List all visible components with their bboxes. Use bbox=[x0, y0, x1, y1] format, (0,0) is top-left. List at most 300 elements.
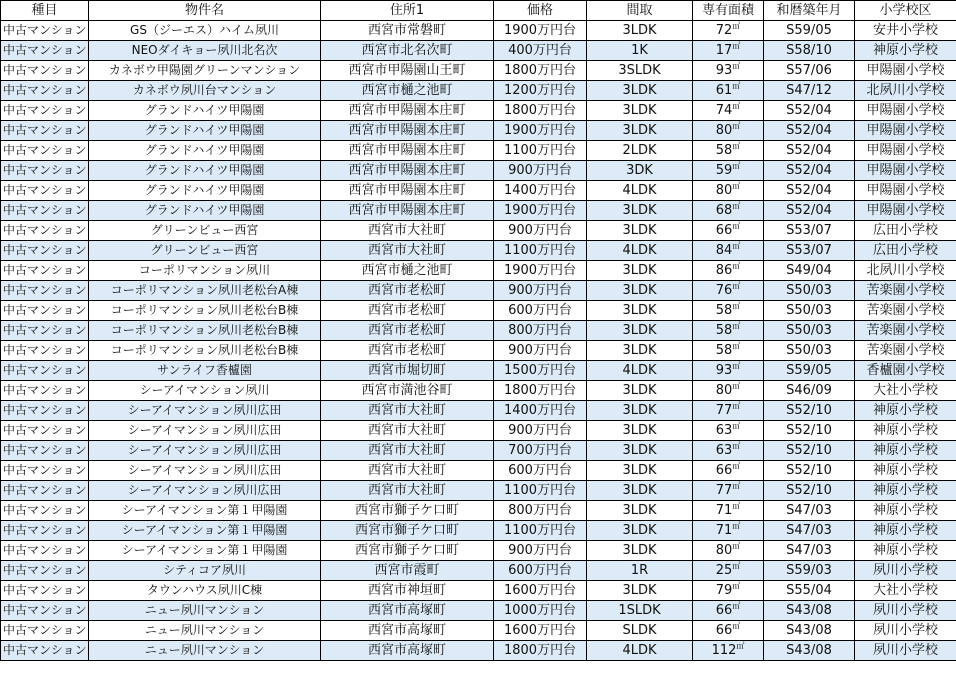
cell-type[interactable]: 中古マンション bbox=[1, 381, 89, 401]
cell-build-date[interactable]: S49/04 bbox=[764, 261, 855, 281]
cell-type[interactable]: 中古マンション bbox=[1, 581, 89, 601]
table-row bbox=[1, 61, 956, 81]
cell-type[interactable]: 中古マンション bbox=[1, 481, 89, 501]
cell-school-district[interactable]: 苦楽園小学校 bbox=[855, 321, 956, 341]
cell-layout[interactable]: 3LDK bbox=[587, 521, 693, 541]
cell-layout[interactable]: 2LDK bbox=[587, 141, 693, 161]
cell-layout[interactable]: 4LDK bbox=[587, 641, 693, 661]
cell-type[interactable]: 中古マンション bbox=[1, 301, 89, 321]
cell-build-date[interactable]: S52/10 bbox=[764, 461, 855, 481]
cell-floor-area[interactable] bbox=[693, 361, 764, 381]
cell-price[interactable]: 400万円台 bbox=[494, 41, 587, 61]
cell-price[interactable]: 1000万円台 bbox=[494, 601, 587, 621]
cell-address[interactable]: 西宮市大社町 bbox=[321, 221, 494, 241]
cell-address[interactable]: 西宮市大社町 bbox=[321, 241, 494, 261]
cell-school-district[interactable]: 苦楽園小学校 bbox=[855, 301, 956, 321]
cell-layout[interactable]: 3LDK bbox=[587, 441, 693, 461]
cell-type[interactable]: 中古マンション bbox=[1, 241, 89, 261]
cell-layout[interactable]: 3LDK bbox=[587, 21, 693, 41]
cell-school-district[interactable]: 夙川小学校 bbox=[855, 601, 956, 621]
cell-build-date[interactable]: S52/04 bbox=[764, 121, 855, 141]
cell-build-date[interactable]: S50/03 bbox=[764, 301, 855, 321]
cell-type[interactable]: 中古マンション bbox=[1, 401, 89, 421]
area-unit: ㎡ bbox=[732, 101, 741, 111]
cell-address[interactable]: 西宮市老松町 bbox=[321, 341, 494, 361]
cell-layout[interactable]: 3LDK bbox=[587, 301, 693, 321]
cell-layout[interactable]: 3LDK bbox=[587, 121, 693, 141]
cell-property-name[interactable]: シーアイマンション第１甲陽園 bbox=[89, 501, 321, 521]
cell-build-date[interactable]: S53/07 bbox=[764, 241, 855, 261]
cell-property-name[interactable]: ニュー夙川マンション bbox=[89, 601, 321, 621]
cell-build-date[interactable]: S43/08 bbox=[764, 621, 855, 641]
cell-type[interactable]: 中古マンション bbox=[1, 521, 89, 541]
cell-type[interactable]: 中古マンション bbox=[1, 421, 89, 441]
cell-price[interactable]: 1600万円台 bbox=[494, 621, 587, 641]
cell-property-name[interactable]: NEOダイキョー夙川北名次 bbox=[89, 41, 321, 61]
cell-floor-area[interactable] bbox=[693, 21, 764, 41]
area-value: 58 bbox=[715, 343, 733, 358]
header-property-name[interactable]: 物件名 bbox=[89, 1, 321, 21]
cell-property-name[interactable]: GS（ジーエス）ハイム夙川 bbox=[89, 21, 321, 41]
cell-floor-area[interactable] bbox=[693, 341, 764, 361]
cell-build-date[interactable]: S52/04 bbox=[764, 141, 855, 161]
cell-school-district[interactable]: 甲陽園小学校 bbox=[855, 121, 956, 141]
cell-address[interactable]: 西宮市大社町 bbox=[321, 421, 494, 441]
cell-build-date[interactable]: S52/04 bbox=[764, 181, 855, 201]
cell-floor-area[interactable] bbox=[693, 401, 764, 421]
cell-property-name[interactable]: グランドハイツ甲陽園 bbox=[89, 121, 321, 141]
cell-type[interactable]: 中古マンション bbox=[1, 101, 89, 121]
cell-price[interactable]: 900万円台 bbox=[494, 281, 587, 301]
cell-school-district[interactable]: 神原小学校 bbox=[855, 461, 956, 481]
cell-price[interactable]: 600万円台 bbox=[494, 461, 587, 481]
table-row bbox=[1, 421, 956, 441]
cell-build-date[interactable]: S52/04 bbox=[764, 101, 855, 121]
cell-build-date[interactable]: S50/03 bbox=[764, 281, 855, 301]
cell-property-name[interactable]: グリーンビュー西宮 bbox=[89, 221, 321, 241]
area-value: 63 bbox=[715, 423, 733, 438]
cell-school-district[interactable]: 安井小学校 bbox=[855, 21, 956, 41]
cell-build-date[interactable]: S47/03 bbox=[764, 501, 855, 521]
cell-address[interactable]: 西宮市老松町 bbox=[321, 281, 494, 301]
cell-floor-area[interactable] bbox=[693, 201, 764, 221]
cell-type[interactable]: 中古マンション bbox=[1, 21, 89, 41]
table-row bbox=[1, 281, 956, 301]
area-unit: ㎡ bbox=[732, 261, 741, 271]
cell-price[interactable]: 700万円台 bbox=[494, 441, 587, 461]
cell-build-date[interactable]: S52/10 bbox=[764, 421, 855, 441]
cell-address[interactable]: 西宮市甲陽園本庄町 bbox=[321, 161, 494, 181]
cell-floor-area[interactable] bbox=[693, 461, 764, 481]
area-unit: ㎡ bbox=[732, 241, 741, 251]
cell-floor-area[interactable] bbox=[693, 41, 764, 61]
cell-property-name[interactable]: グリーンビュー西宮 bbox=[89, 241, 321, 261]
cell-layout[interactable]: SLDK bbox=[587, 621, 693, 641]
cell-price[interactable]: 1100万円台 bbox=[494, 481, 587, 501]
cell-address[interactable]: 西宮市霞町 bbox=[321, 561, 494, 581]
cell-layout[interactable]: 1SLDK bbox=[587, 601, 693, 621]
cell-school-district[interactable]: 神原小学校 bbox=[855, 421, 956, 441]
table-row bbox=[1, 141, 956, 161]
cell-layout[interactable]: 3LDK bbox=[587, 81, 693, 101]
cell-address[interactable]: 西宮市甲陽園本庄町 bbox=[321, 201, 494, 221]
cell-floor-area[interactable] bbox=[693, 241, 764, 261]
area-value: 80 bbox=[715, 123, 733, 138]
header-build-date[interactable]: 和暦築年月 bbox=[764, 1, 855, 21]
cell-property-name[interactable]: コーポリマンション夙川 bbox=[89, 261, 321, 281]
cell-price[interactable]: 1400万円台 bbox=[494, 401, 587, 421]
cell-property-name[interactable]: タウンハウス夙川C棟 bbox=[89, 581, 321, 601]
cell-layout[interactable]: 3DK bbox=[587, 161, 693, 181]
cell-school-district[interactable]: 大社小学校 bbox=[855, 381, 956, 401]
cell-school-district[interactable]: 甲陽園小学校 bbox=[855, 61, 956, 81]
cell-school-district[interactable]: 夙川小学校 bbox=[855, 621, 956, 641]
cell-property-name[interactable]: コーポリマンション夙川老松台B棟 bbox=[89, 301, 321, 321]
header-layout[interactable]: 間取 bbox=[587, 1, 693, 21]
cell-type[interactable]: 中古マンション bbox=[1, 61, 89, 81]
header-address[interactable]: 住所1 bbox=[321, 1, 494, 21]
area-unit: ㎡ bbox=[732, 201, 741, 211]
cell-school-district[interactable]: 広田小学校 bbox=[855, 221, 956, 241]
cell-floor-area[interactable] bbox=[693, 321, 764, 341]
cell-floor-area[interactable] bbox=[693, 621, 764, 641]
cell-type[interactable]: 中古マンション bbox=[1, 181, 89, 201]
cell-build-date[interactable]: S57/06 bbox=[764, 61, 855, 81]
cell-school-district[interactable]: 神原小学校 bbox=[855, 501, 956, 521]
cell-school-district[interactable]: 神原小学校 bbox=[855, 481, 956, 501]
cell-floor-area[interactable] bbox=[693, 181, 764, 201]
cell-address[interactable]: 西宮市高塚町 bbox=[321, 641, 494, 661]
cell-layout[interactable]: 3SLDK bbox=[587, 61, 693, 81]
cell-build-date[interactable]: S47/03 bbox=[764, 541, 855, 561]
cell-address[interactable]: 西宮市甲陽園本庄町 bbox=[321, 101, 494, 121]
cell-school-district[interactable]: 神原小学校 bbox=[855, 441, 956, 461]
cell-school-district[interactable]: 北夙川小学校 bbox=[855, 261, 956, 281]
area-value: 66 bbox=[715, 463, 733, 478]
cell-address[interactable]: 西宮市満池谷町 bbox=[321, 381, 494, 401]
cell-school-district[interactable]: 甲陽園小学校 bbox=[855, 161, 956, 181]
cell-layout[interactable]: 1K bbox=[587, 41, 693, 61]
cell-floor-area[interactable] bbox=[693, 581, 764, 601]
cell-price[interactable]: 1100万円台 bbox=[494, 241, 587, 261]
cell-school-district[interactable]: 神原小学校 bbox=[855, 401, 956, 421]
cell-type[interactable]: 中古マンション bbox=[1, 141, 89, 161]
cell-school-district[interactable]: 神原小学校 bbox=[855, 541, 956, 561]
cell-type[interactable]: 中古マンション bbox=[1, 601, 89, 621]
cell-address[interactable]: 西宮市甲陽園本庄町 bbox=[321, 181, 494, 201]
cell-type[interactable]: 中古マンション bbox=[1, 621, 89, 641]
cell-floor-area[interactable] bbox=[693, 501, 764, 521]
cell-price[interactable]: 800万円台 bbox=[494, 321, 587, 341]
cell-type[interactable]: 中古マンション bbox=[1, 41, 89, 61]
area-unit: ㎡ bbox=[732, 121, 741, 131]
cell-address[interactable]: 西宮市常磐町 bbox=[321, 21, 494, 41]
cell-layout[interactable]: 4LDK bbox=[587, 361, 693, 381]
area-unit: ㎡ bbox=[732, 61, 741, 71]
cell-address[interactable]: 西宮市樋之池町 bbox=[321, 261, 494, 281]
cell-floor-area[interactable] bbox=[693, 481, 764, 501]
cell-price[interactable]: 1800万円台 bbox=[494, 61, 587, 81]
cell-school-district[interactable]: 甲陽園小学校 bbox=[855, 141, 956, 161]
cell-address[interactable]: 西宮市大社町 bbox=[321, 481, 494, 501]
cell-price[interactable]: 800万円台 bbox=[494, 501, 587, 521]
cell-type[interactable]: 中古マンション bbox=[1, 641, 89, 661]
cell-price[interactable]: 900万円台 bbox=[494, 161, 587, 181]
cell-floor-area[interactable] bbox=[693, 641, 764, 661]
table-row bbox=[1, 81, 956, 101]
cell-price[interactable]: 1900万円台 bbox=[494, 201, 587, 221]
area-unit: ㎡ bbox=[732, 541, 741, 551]
cell-floor-area[interactable] bbox=[693, 521, 764, 541]
cell-layout[interactable]: 3LDK bbox=[587, 321, 693, 341]
cell-floor-area[interactable] bbox=[693, 601, 764, 621]
header-school-district[interactable]: 小学校区 bbox=[855, 1, 956, 21]
cell-build-date[interactable]: S52/10 bbox=[764, 441, 855, 461]
cell-floor-area[interactable] bbox=[693, 261, 764, 281]
cell-price[interactable]: 900万円台 bbox=[494, 341, 587, 361]
cell-build-date[interactable]: S55/04 bbox=[764, 581, 855, 601]
cell-property-name[interactable]: シーアイマンション夙川広田 bbox=[89, 481, 321, 501]
cell-address[interactable]: 西宮市堀切町 bbox=[321, 361, 494, 381]
cell-layout[interactable]: 3LDK bbox=[587, 381, 693, 401]
cell-type[interactable]: 中古マンション bbox=[1, 321, 89, 341]
cell-floor-area[interactable] bbox=[693, 141, 764, 161]
cell-build-date[interactable]: S46/09 bbox=[764, 381, 855, 401]
cell-type[interactable]: 中古マンション bbox=[1, 341, 89, 361]
cell-layout[interactable]: 3LDK bbox=[587, 501, 693, 521]
cell-price[interactable]: 1900万円台 bbox=[494, 261, 587, 281]
cell-school-district[interactable]: 北夙川小学校 bbox=[855, 81, 956, 101]
cell-layout[interactable]: 4LDK bbox=[587, 241, 693, 261]
cell-type[interactable]: 中古マンション bbox=[1, 441, 89, 461]
cell-address[interactable]: 西宮市神垣町 bbox=[321, 581, 494, 601]
area-value: 77 bbox=[715, 403, 733, 418]
cell-layout[interactable]: 3LDK bbox=[587, 461, 693, 481]
cell-layout[interactable]: 3LDK bbox=[587, 201, 693, 221]
area-unit: ㎡ bbox=[732, 561, 741, 571]
cell-type[interactable]: 中古マンション bbox=[1, 281, 89, 301]
cell-type[interactable]: 中古マンション bbox=[1, 81, 89, 101]
cell-property-name[interactable]: グランドハイツ甲陽園 bbox=[89, 141, 321, 161]
cell-floor-area[interactable] bbox=[693, 441, 764, 461]
cell-layout[interactable]: 4LDK bbox=[587, 181, 693, 201]
cell-price[interactable]: 1500万円台 bbox=[494, 361, 587, 381]
cell-type[interactable]: 中古マンション bbox=[1, 121, 89, 141]
cell-type[interactable]: 中古マンション bbox=[1, 541, 89, 561]
cell-property-name[interactable]: グランドハイツ甲陽園 bbox=[89, 201, 321, 221]
cell-floor-area[interactable] bbox=[693, 561, 764, 581]
cell-type[interactable]: 中古マンション bbox=[1, 221, 89, 241]
cell-build-date[interactable]: S50/03 bbox=[764, 321, 855, 341]
cell-property-name[interactable]: グランドハイツ甲陽園 bbox=[89, 181, 321, 201]
cell-type[interactable]: 中古マンション bbox=[1, 461, 89, 481]
cell-build-date[interactable]: S58/10 bbox=[764, 41, 855, 61]
cell-property-name[interactable]: シーアイマンション夙川広田 bbox=[89, 461, 321, 481]
area-value: 76 bbox=[715, 283, 733, 298]
cell-price[interactable]: 600万円台 bbox=[494, 561, 587, 581]
cell-address[interactable]: 西宮市高塚町 bbox=[321, 621, 494, 641]
cell-layout[interactable]: 3LDK bbox=[587, 481, 693, 501]
cell-address[interactable]: 西宮市北名次町 bbox=[321, 41, 494, 61]
cell-price[interactable]: 1400万円台 bbox=[494, 181, 587, 201]
cell-layout[interactable]: 3LDK bbox=[587, 401, 693, 421]
cell-build-date[interactable]: S47/12 bbox=[764, 81, 855, 101]
cell-floor-area[interactable] bbox=[693, 381, 764, 401]
cell-address[interactable]: 西宮市獅子ケ口町 bbox=[321, 541, 494, 561]
cell-floor-area[interactable] bbox=[693, 121, 764, 141]
table-row bbox=[1, 441, 956, 461]
cell-address[interactable]: 西宮市高塚町 bbox=[321, 601, 494, 621]
table-row bbox=[1, 601, 956, 621]
cell-property-name[interactable]: シーアイマンション夙川 bbox=[89, 381, 321, 401]
table-row bbox=[1, 561, 956, 581]
cell-floor-area[interactable] bbox=[693, 61, 764, 81]
cell-price[interactable]: 1800万円台 bbox=[494, 101, 587, 121]
cell-school-district[interactable]: 神原小学校 bbox=[855, 521, 956, 541]
cell-address[interactable]: 西宮市甲陽園山王町 bbox=[321, 61, 494, 81]
cell-price[interactable]: 1900万円台 bbox=[494, 21, 587, 41]
cell-type[interactable]: 中古マンション bbox=[1, 561, 89, 581]
cell-floor-area[interactable] bbox=[693, 161, 764, 181]
cell-type[interactable]: 中古マンション bbox=[1, 501, 89, 521]
cell-price[interactable]: 1100万円台 bbox=[494, 521, 587, 541]
header-type[interactable]: 種目 bbox=[1, 1, 89, 21]
cell-type[interactable]: 中古マンション bbox=[1, 161, 89, 181]
cell-floor-area[interactable] bbox=[693, 541, 764, 561]
cell-floor-area[interactable] bbox=[693, 301, 764, 321]
cell-floor-area[interactable] bbox=[693, 421, 764, 441]
cell-floor-area[interactable] bbox=[693, 101, 764, 121]
cell-school-district[interactable]: 甲陽園小学校 bbox=[855, 101, 956, 121]
cell-layout[interactable]: 3LDK bbox=[587, 341, 693, 361]
cell-layout[interactable]: 3LDK bbox=[587, 421, 693, 441]
cell-address[interactable]: 西宮市大社町 bbox=[321, 461, 494, 481]
cell-price[interactable]: 1800万円台 bbox=[494, 381, 587, 401]
cell-layout[interactable]: 3LDK bbox=[587, 261, 693, 281]
cell-price[interactable]: 900万円台 bbox=[494, 221, 587, 241]
cell-layout[interactable]: 3LDK bbox=[587, 101, 693, 121]
cell-property-name[interactable]: シーアイマンション夙川広田 bbox=[89, 441, 321, 461]
cell-address[interactable]: 西宮市獅子ケ口町 bbox=[321, 501, 494, 521]
table-row bbox=[1, 261, 956, 281]
cell-property-name[interactable]: カネボウ甲陽園グリーンマンション bbox=[89, 61, 321, 81]
cell-address[interactable]: 西宮市大社町 bbox=[321, 401, 494, 421]
cell-school-district[interactable]: 夙川小学校 bbox=[855, 561, 956, 581]
cell-property-name[interactable]: ニュー夙川マンション bbox=[89, 621, 321, 641]
cell-build-date[interactable]: S43/08 bbox=[764, 601, 855, 621]
cell-build-date[interactable]: S59/05 bbox=[764, 361, 855, 381]
cell-school-district[interactable]: 神原小学校 bbox=[855, 41, 956, 61]
table-row bbox=[1, 221, 956, 241]
cell-address[interactable]: 西宮市甲陽園本庄町 bbox=[321, 121, 494, 141]
area-unit: ㎡ bbox=[732, 281, 741, 291]
cell-layout[interactable]: 3LDK bbox=[587, 541, 693, 561]
table-row bbox=[1, 121, 956, 141]
cell-price[interactable]: 600万円台 bbox=[494, 301, 587, 321]
cell-price[interactable]: 1600万円台 bbox=[494, 581, 587, 601]
cell-address[interactable]: 西宮市甲陽園本庄町 bbox=[321, 141, 494, 161]
cell-property-name[interactable]: サンライフ香櫨園 bbox=[89, 361, 321, 381]
area-value: 93 bbox=[715, 63, 733, 78]
cell-address[interactable]: 西宮市大社町 bbox=[321, 441, 494, 461]
cell-price[interactable]: 900万円台 bbox=[494, 421, 587, 441]
table-row bbox=[1, 341, 956, 361]
cell-school-district[interactable]: 甲陽園小学校 bbox=[855, 181, 956, 201]
cell-build-date[interactable]: S59/03 bbox=[764, 561, 855, 581]
cell-property-name[interactable]: シーアイマンション第１甲陽園 bbox=[89, 541, 321, 561]
table-row bbox=[1, 301, 956, 321]
cell-price[interactable]: 1200万円台 bbox=[494, 81, 587, 101]
cell-property-name[interactable]: シーアイマンション夙川広田 bbox=[89, 421, 321, 441]
cell-property-name[interactable]: コーポリマンション夙川老松台B棟 bbox=[89, 321, 321, 341]
table-row bbox=[1, 541, 956, 561]
cell-property-name[interactable]: シーアイマンション夙川広田 bbox=[89, 401, 321, 421]
cell-price[interactable]: 1100万円台 bbox=[494, 141, 587, 161]
cell-build-date[interactable]: S59/05 bbox=[764, 21, 855, 41]
cell-floor-area[interactable] bbox=[693, 221, 764, 241]
area-value: 71 bbox=[715, 523, 733, 538]
cell-property-name[interactable]: コーポリマンション夙川老松台A棟 bbox=[89, 281, 321, 301]
header-floor-area[interactable]: 専有面積 bbox=[693, 1, 764, 21]
cell-property-name[interactable]: グランドハイツ甲陽園 bbox=[89, 101, 321, 121]
cell-floor-area[interactable] bbox=[693, 81, 764, 101]
cell-school-district[interactable]: 夙川小学校 bbox=[855, 641, 956, 661]
cell-layout[interactable]: 3LDK bbox=[587, 281, 693, 301]
cell-type[interactable]: 中古マンション bbox=[1, 201, 89, 221]
cell-school-district[interactable]: 大社小学校 bbox=[855, 581, 956, 601]
cell-build-date[interactable]: S52/04 bbox=[764, 201, 855, 221]
cell-property-name[interactable]: ニュー夙川マンション bbox=[89, 641, 321, 661]
cell-build-date[interactable]: S50/03 bbox=[764, 341, 855, 361]
cell-price[interactable]: 1800万円台 bbox=[494, 641, 587, 661]
cell-build-date[interactable]: S47/03 bbox=[764, 521, 855, 541]
cell-floor-area[interactable] bbox=[693, 281, 764, 301]
cell-build-date[interactable]: S52/10 bbox=[764, 401, 855, 421]
cell-address[interactable]: 西宮市獅子ケ口町 bbox=[321, 521, 494, 541]
table-row bbox=[1, 321, 956, 341]
cell-property-name[interactable]: シーアイマンション第１甲陽園 bbox=[89, 521, 321, 541]
cell-address[interactable]: 西宮市老松町 bbox=[321, 321, 494, 341]
area-unit: ㎡ bbox=[732, 481, 741, 491]
cell-layout[interactable]: 3LDK bbox=[587, 221, 693, 241]
cell-school-district[interactable]: 苦楽園小学校 bbox=[855, 341, 956, 361]
cell-layout[interactable]: 1R bbox=[587, 561, 693, 581]
cell-property-name[interactable]: カネボウ夙川台マンション bbox=[89, 81, 321, 101]
cell-build-date[interactable]: S53/07 bbox=[764, 221, 855, 241]
cell-school-district[interactable]: 甲陽園小学校 bbox=[855, 201, 956, 221]
cell-property-name[interactable]: コーポリマンション夙川老松台B棟 bbox=[89, 341, 321, 361]
cell-type[interactable]: 中古マンション bbox=[1, 261, 89, 281]
cell-build-date[interactable]: S43/08 bbox=[764, 641, 855, 661]
cell-school-district[interactable]: 香櫨園小学校 bbox=[855, 361, 956, 381]
cell-address[interactable]: 西宮市樋之池町 bbox=[321, 81, 494, 101]
cell-school-district[interactable]: 広田小学校 bbox=[855, 241, 956, 261]
area-value: 74 bbox=[715, 103, 733, 118]
cell-build-date[interactable]: S52/04 bbox=[764, 161, 855, 181]
cell-school-district[interactable]: 苦楽園小学校 bbox=[855, 281, 956, 301]
cell-type[interactable]: 中古マンション bbox=[1, 361, 89, 381]
area-unit: ㎡ bbox=[732, 501, 741, 511]
area-unit: ㎡ bbox=[732, 581, 741, 591]
cell-price[interactable]: 1900万円台 bbox=[494, 121, 587, 141]
cell-property-name[interactable]: シティコア夙川 bbox=[89, 561, 321, 581]
cell-layout[interactable]: 3LDK bbox=[587, 581, 693, 601]
header-price[interactable]: 価格 bbox=[494, 1, 587, 21]
cell-property-name[interactable]: グランドハイツ甲陽園 bbox=[89, 161, 321, 181]
cell-build-date[interactable]: S52/10 bbox=[764, 481, 855, 501]
cell-price[interactable]: 900万円台 bbox=[494, 541, 587, 561]
cell-address[interactable]: 西宮市老松町 bbox=[321, 301, 494, 321]
